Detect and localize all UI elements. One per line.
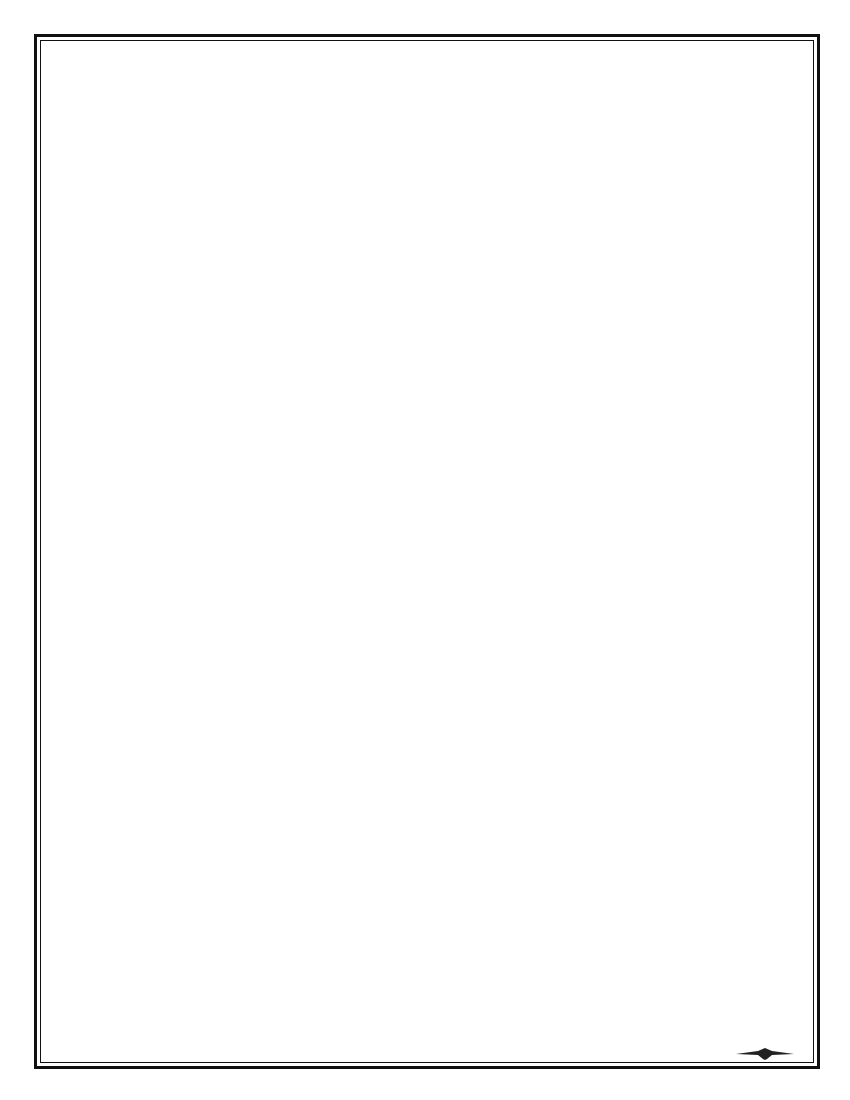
logo-eagle-icon: [734, 1048, 796, 1060]
uslegal-logo[interactable]: [708, 1024, 820, 1064]
document-page: [100, 100, 750, 215]
